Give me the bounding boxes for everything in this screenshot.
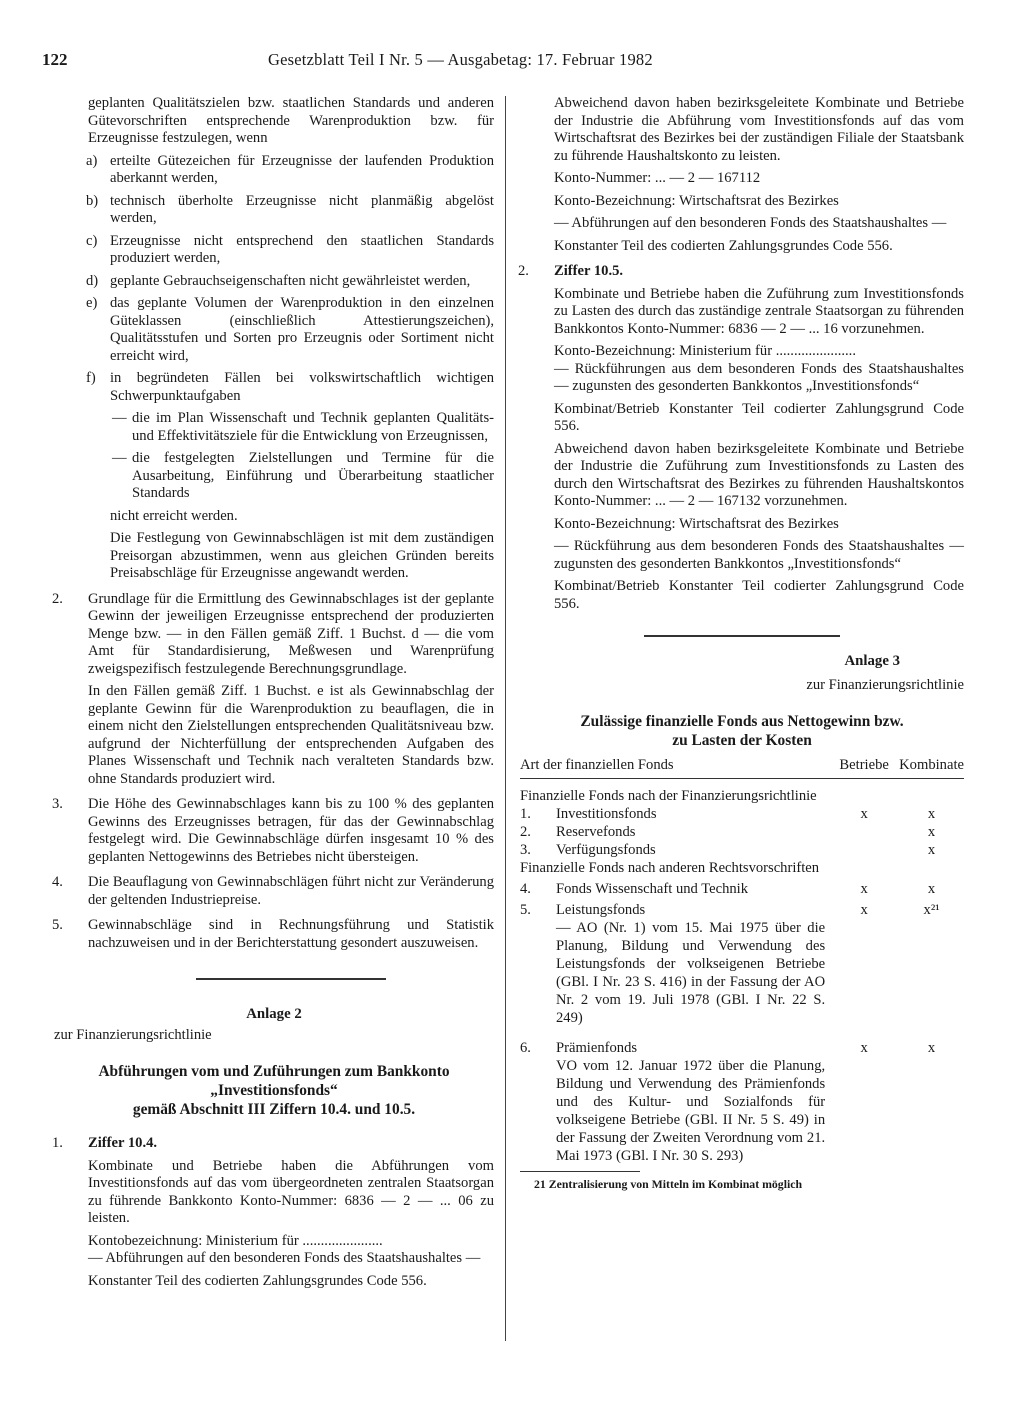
table-row: 2. Reservefonds x [520, 824, 936, 840]
ziffer-10-5-heading: Ziffer 10.5. [554, 263, 624, 279]
group-heading: Finanzielle Fonds nach der Finanzierungsrichtlinie [520, 788, 817, 804]
section-rule [196, 978, 386, 980]
list-item: e) das geplante Volumen der Warenproduktion in den einzelnen Güteklassen (einschließlich Attestierungszeichen), Qualitätsstufen und Sorten pro Erzeugnis oder Sortiment nicht erreicht wird, [86, 295, 494, 364]
criteria-list [88, 153, 494, 503]
point-2: 2. Grundlage für die Ermittlung des Gewinnabschlages ist der geplante Gewinn der jeweiligen Erzeugnisse entsprechend der produzierten Menge bzw. — in den Fällen gemäß Ziff. 1 Buchst. d — die vom Amt für Standardisierung, Meßwesen und Warenprüfung zweigspezifisch festzulegende Berechnungsgrundlage. In den Fällen gemäß Ziff. 1 Buchst. e ist als Gewinnabschlag der geplante Gewinn für die Warenproduktion zu beauflagen, die in einem nicht den Zielstellungen entsprechenden Qualitätsniveau bzw. aufgrund der Nichterfüllung der entsprechenden Aufgaben des Planes Wissenschaft und Technik nach veralteten Standards bzw. ohne Standards produziert wird. [52, 590, 494, 787]
list-item: d) geplante Gebrauchseigenschaften nicht gewährleistet werden, [86, 272, 471, 289]
ziffer-10-4: 1. Ziffer 10.4. Kombinate und Betriebe haben die Abführungen vom Investitionsfonds auf das vom übergeordneten zentralen Staatsorgan zu führende Bankkonto Konto-Nummer: 6836 — 2 — ... 06 zu leisten. Kontobezeichnung: Ministerium für ...................... — Abführungen auf den besonderen Fonds des Staatshaushaltes — Konstanter Teil des codierten Zahlungsgrundes Code 556. [52, 1135, 494, 1289]
anlage-3-title: Zulässige finanzielle Fonds aus Nettogewinn bzw. zu Lasten der Kosten [580, 713, 904, 749]
konto-nummer: Konto-Nummer: ... — 2 — 167112 [554, 170, 761, 186]
list-item: f) in begründeten Fällen bei volkswirtschaftlich wichtigen Schwerpunktaufgaben — die im Plan Wissenschaft und Technik geplanten Qualitäts- und Effektivitätsziele für die Entwicklung von Erzeugnissen, — die festgelegten Zielstellungen und Termine für die Ausarbeitung, Einführung und Überarbeitung staatlicher Standards [86, 370, 494, 501]
anlage-3-label: Anlage 3 [844, 653, 900, 669]
abweichend-paragraph-1: Abweichend davon haben bezirksgeleitete Kombinate und Betriebe der Industrie die Abführung vom Investitionsfonds auf das vom Wirtschaftsrat des Bezirkes bei der zuständigen Filiale der Staatsbank zu führende Haushaltskonto zu leisten. [554, 95, 964, 164]
column-divider [505, 96, 506, 1341]
praemienfonds-detail: VO vom 12. Januar 1972 über die Planung, Bildung und Verwendung des Prämienfonds und des Kultur- und Sozialfonds für volkseigene Betriebe (GBl. II Nr. 5 S. 49) in der Fassung der Zweiten Verordnung vom 21. Mai 1973 (GBl. I Nr. 30 S. 293) [556, 1058, 826, 1164]
anlage-2 [54, 1006, 494, 1119]
ziffer-10-4-heading: Ziffer 10.4. [88, 1135, 158, 1151]
ziffer-10-5: 2. Ziffer 10.5. Kombinate und Betriebe haben die Zuführung zum Investitionsfonds zu Lasten des durch das zuständige zentrale Staatsorgan zu führenden Bankkontos Konto-Nummer: 6836 — 2 — ... 16 vorzunehmen. Konto-Bezeichnung: Ministerium für ...................... — Rückführungen aus dem besonderen Fonds des Staatshaushaltes — zugunsten des gesonderten Bankkontos „Investitionsfonds“ Kombinat/Betrieb Konstanter Teil codierter Zahlungsgrund Code 556. Abweichend davon haben bezirksgeleitete Kombinate und Betriebe der Industrie die Zuführung zum Investitionsfonds zu Lasten des durch den Wirtschaftsrat des Bezirkes zu führenden Haushaltskontos Konto-Nummer: ... — 2 — 167132 vorzunehmen. Konto-Bezeichnung: Wirtschaftsrat des Bezirkes — Rückführung aus dem besonderen Fonds des Staatshaushaltes — zugunsten des gesonderten Bankkontos „Investitionsfonds“ Kombinat/Betrieb Konstanter Teil codierter Zahlungsgrund Code 556. [518, 263, 964, 612]
header-title: Gesetzblatt Teil I Nr. 5 — Ausgabetag: 17. Februar 1982 [268, 50, 653, 69]
table-row: 4. Fonds Wissenschaft und Technik x x [520, 881, 936, 897]
kontobezeichnung: Kontobezeichnung: Ministerium für ...................... [88, 1232, 383, 1249]
anlage-3-sub: zur Finanzierungsrichtlinie [806, 676, 964, 693]
anlage-2-sub: zur Finanzierungsrichtlinie [54, 1026, 212, 1043]
festlegung-paragraph: Die Festlegung von Gewinnabschlägen ist mit dem zuständigen Preisorgan abzustimmen, wenn aus gleichen Gründen bereits Preisabschläge für Erzeugnisse angewandt werden. [110, 530, 494, 581]
section-rule [644, 635, 840, 637]
point-4: 4. Die Beauflagung von Gewinnabschlägen führt nicht zur Veränderung der geltenden Industriepreise. [52, 874, 494, 908]
group-heading: Finanzielle Fonds nach anderen Rechtsvorschriften [520, 860, 820, 876]
left-column [52, 95, 494, 1290]
leistungsfonds-detail: — AO (Nr. 1) vom 15. Mai 1975 über die Planung, Bildung und Verwendung des Leistungsfonds der volkseigenen Betriebe (GBl. I Nr. 23 S. 416) in der Fassung der AO Nr. 2 vom 19. Juli 1978 (GBl. I Nr. 22 S. 249) [556, 920, 826, 1026]
list-item: b) technisch überholte Erzeugnisse nicht planmäßig abgelöst werden, [86, 192, 494, 226]
page-number: 122 [42, 50, 68, 69]
table-row: 6. Prämienfonds x x [520, 1040, 936, 1056]
point-5: 5. Gewinnabschläge sind in Rechnungsführung und Statistik nachzuweisen und in der Berichterstattung gesondert auszuweisen. [52, 917, 494, 951]
table-row: 1. Investitionsfonds x x [520, 806, 936, 822]
page-header [42, 50, 742, 70]
list-item: a) erteilte Gütezeichen für Erzeugnisse der laufenden Produktion aberkannt werden, [86, 152, 494, 186]
list-item: c) Erzeugnisse nicht entsprechend den staatlichen Standards produziert werden, [86, 232, 494, 266]
table-row: 5. Leistungsfonds x x²¹ [520, 902, 940, 918]
intro-paragraph: geplanten Qualitätszielen bzw. staatlichen Standards und anderen Gütevorschriften entsprechende Warenproduktion bzw. für Erzeugnisse festzulegen, wenn [88, 95, 494, 146]
anlage-2-label: Anlage 2 [246, 1006, 302, 1022]
dash-item: — die festgelegten Zielstellungen und Termine für die Ausarbeitung, Einführung und Überarbeitung staatlicher Standards [112, 450, 494, 501]
table-header: Art der finanziellen Fonds Betriebe Kombinate [520, 756, 964, 779]
dash-item: — die im Plan Wissenschaft und Technik geplanten Qualitäts- und Effektivitätsziele für die Entwicklung von Erzeugnissen, [112, 410, 494, 444]
right-column: Abweichend davon haben bezirksgeleitete Kombinate und Betriebe der Industrie die Abführung vom Investitionsfonds auf das vom Wirtschaftsrat des Bezirkes bei der zuständigen Filiale der Staatsbank zu führende Haushaltskonto zu leisten. Konto-Nummer: ... — 2 — 167112 Konto-Bezeichnung: Wirtschaftsrat des Bezirkes — Abführungen auf den besonderen Fonds des Staatshaushaltes — Konstanter Teil des codierten Zahlungsgrundes Code 556. 2. Ziffer 10.5. Kombinate und Betriebe haben die Zuführung zum Investitionsfonds zu Lasten des durch das zuständige zentrale Staatsorgan zu führenden Bankkontos Konto-Nummer: 6836 — 2 — ... 16 vorzunehmen. Konto-Bezeichnung: Ministerium für ...................... — Rückführungen aus dem besonderen Fonds des Staatshaushaltes — zugunsten des gesonderten Bankkontos „Investitionsfonds“ Kombinat/Betrieb Konstanter Teil codierter Zahlungsgrund Code 556. Abweichend davon haben bezirksgeleitete Kombinate und Betriebe der Industrie die Zuführung zum Investitionsfonds zu Lasten des durch den Wirtschaftsrat des Bezirkes zu führenden Haushaltskontos Konto-Nummer: ... — 2 — 167132 vorzunehmen. Konto-Bezeichnung: Wirtschaftsrat des Bezirkes — Rückführung aus dem besonderen Fonds des Staatshaushaltes — zugunsten des gesonderten Bankkontos „Investitionsfonds“ Kombinat/Betrieb Konstanter Teil codierter Zahlungsgrund Code 556. Anlage 3 zur Finanzierungsrichtlinie Zulässige finanzielle Fonds aus Nettogewinn bzw. zu Lasten der Kosten Art der finanziellen Fonds Betriebe Kombinate Finanzielle Fonds nach der Finanzierungsrichtlinie 1. Investitionsfonds x x 2. Reservefonds x 3. Verfügungsfonds x Finanzielle Fonds nach anderen Rechtsvorschriften 4. Fonds Wissenschaft und Technik x x 5. Leistungsfonds x x²¹ — AO (Nr. 1) vom 15. Mai 1975 über die Planung, Bildung und Verwendung des Leistungsfonds der volkseigenen Betriebe (GBl. I Nr. 23 S. 416) in der Fassung der AO Nr. 2 vom 19. Juli 1978 (GBl. I Nr. 22 S. 249) 6. Prämienfonds x x VO vom 12. Januar 1972 über die Planung, Bildung und Verwendung des Prämienfonds und des Kultur- und Sozialfonds für volkseigene Betriebe (GBl. II Nr. 5 S. 49) in der Fassung der Zweiten Verordnung vom 21. Mai 1973 (GBl. I Nr. 30 S. 293) 21 Zentralisierung von Mitteln im Kombinat möglich [520, 95, 964, 1194]
footnote-rule [520, 1171, 640, 1172]
footnote: 21 Zentralisierung von Mitteln im Kombinat möglich [534, 1177, 803, 1191]
not-reached-text: nicht erreicht werden. [110, 507, 238, 524]
point-3: 3. Die Höhe des Gewinnabschlages kann bis zu 100 % des geplanten Gewinns des Erzeugnisses betragen, für das der Gewinnabschlag festgelegt wird. Die Gewinnabschläge dürfen insgesamt 10 % des geplanten Nettogewinns des Betriebes nicht übersteigen. [52, 796, 494, 865]
table-row: 3. Verfügungsfonds x [520, 842, 936, 858]
fonds-table [520, 756, 964, 1165]
anlage-2-title: Abführungen vom und Zuführungen zum Bankkonto „Investitionsfonds“ gemäß Abschnitt III Ziffern 10.4. und 10.5. [98, 1063, 450, 1118]
